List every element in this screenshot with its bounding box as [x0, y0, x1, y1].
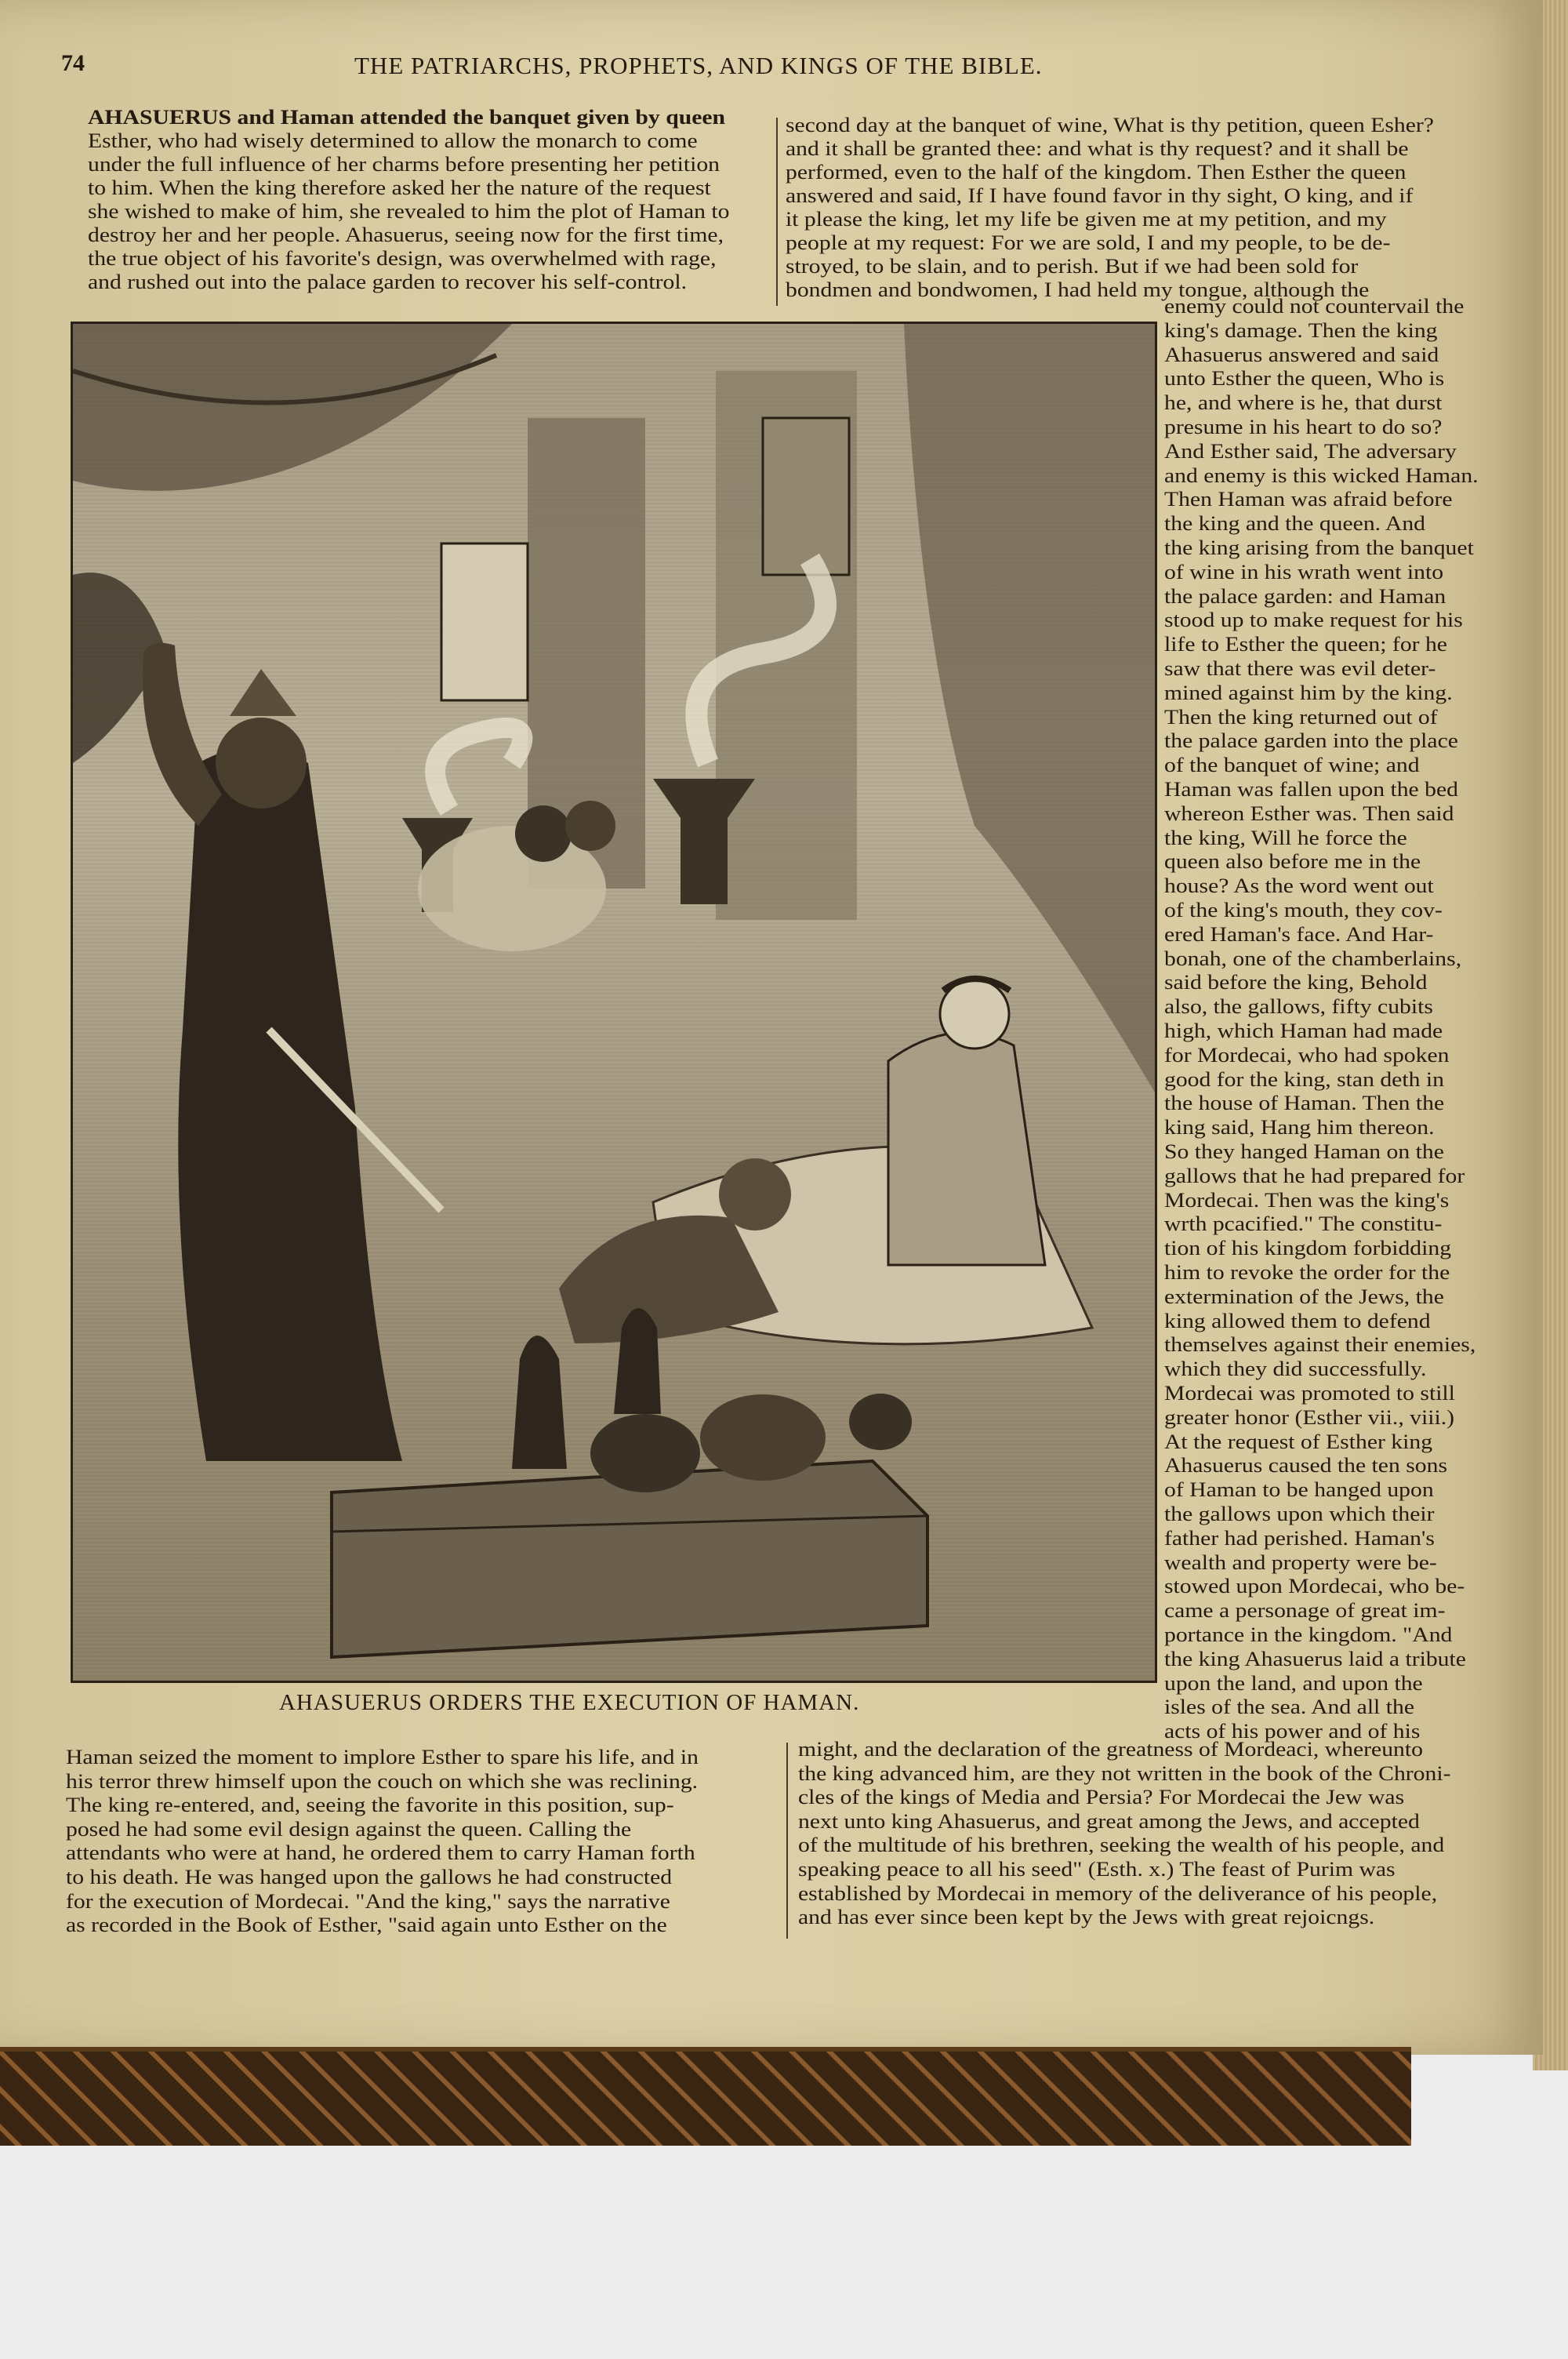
side-line: the king Ahasuerus laid a tribute — [1164, 1646, 1466, 1670]
side-line: the house of Haman. Then the — [1164, 1091, 1445, 1115]
side-line: the king arising from the banquet — [1164, 536, 1474, 559]
side-line: king's damage. Then the king — [1164, 318, 1438, 342]
bottom-left-line: as recorded in the Book of Esther, "said again unto Esther on the — [66, 1913, 667, 1937]
top-right-line: second day at the banquet of wine, What is thy petition, queen Esher? — [786, 113, 1434, 136]
side-line: Mordecai. Then was the king's — [1164, 1187, 1450, 1212]
side-line: Ahasuerus answered and said — [1164, 342, 1439, 366]
side-line: for Mordecai, who had spoken — [1164, 1042, 1450, 1067]
side-line: saw that there was evil deter- — [1164, 656, 1436, 680]
side-line: the palace garden: and Haman — [1164, 583, 1446, 608]
side-line: the king, Will he force the — [1164, 825, 1407, 849]
bottom-left-line: attendants who were at hand, he ordered them to carry Haman forth — [66, 1841, 695, 1865]
side-line: also, the gallows, fifty cubits — [1164, 994, 1433, 1019]
bottom-left-line: Haman seized the moment to implore Esther to spare his life, and in — [66, 1745, 699, 1768]
side-line: ered Haman's face. And Har- — [1164, 921, 1434, 946]
side-line: house? As the word went out — [1164, 874, 1434, 898]
top-left-line: and rushed out into the palace garden to recover his self-control. — [88, 270, 687, 293]
side-line: Then Haman was afraid before — [1164, 487, 1453, 511]
top-right-line: answered and said, If I have found favor in thy sight, O king, and if — [786, 184, 1414, 207]
top-left-line: to him. When the king therefore asked her the nature of the request — [88, 176, 711, 199]
bottom-right-line: the king advanced him, are they not written in the book of the Chroni- — [798, 1761, 1451, 1785]
side-line: Mordecai was promoted to still — [1164, 1381, 1455, 1405]
side-line: gallows that he had prepared for — [1164, 1163, 1465, 1187]
side-line: So they hanged Haman on the — [1164, 1140, 1444, 1163]
side-line: extermination of the Jews, the — [1164, 1284, 1444, 1308]
top-left-line: the true object of his favorite's design, was overwhelmed with rage, — [88, 246, 717, 270]
top-left-line: AHASUERUS and Haman attended the banquet given by queen — [88, 105, 726, 129]
engraving-scene — [73, 324, 1155, 1681]
side-line: he, and where is he, that durst — [1164, 391, 1443, 415]
top-left-line: destroy her and her people. Ahasuerus, seeing now for the first time, — [88, 223, 724, 246]
side-line: mined against him by the king. — [1164, 680, 1453, 704]
side-line: acts of his power and of his — [1164, 1719, 1421, 1743]
running-head: THE PATRIARCHS, PROPHETS, AND KINGS OF THE BIBLE. — [354, 52, 1043, 79]
side-line: life to Esther the queen; for he — [1164, 632, 1447, 656]
bottom-right-line: next unto king Ahasuerus, and great among the Jews, and accepted — [798, 1808, 1420, 1833]
column-divider-top — [776, 118, 778, 306]
top-right-line: bondmen and bondwomen, I had held my tongue, although the — [786, 278, 1370, 301]
side-line: of the king's mouth, they cov- — [1164, 898, 1443, 921]
side-line: whereon Esther was. Then said — [1164, 801, 1454, 825]
top-right-line: performed, even to the half of the kingdom. Then Esther the queen — [786, 160, 1406, 184]
side-line: queen also before me in the — [1164, 849, 1421, 874]
side-line: king allowed them to defend — [1164, 1308, 1431, 1332]
bottom-right-line: cles of the kings of Media and Persia? For Mordecai the Jew was — [798, 1785, 1405, 1809]
side-line: and enemy is this wicked Haman. — [1164, 463, 1479, 487]
side-line: father had perished. Haman's — [1164, 1525, 1435, 1550]
top-left-line: Esther, who had wisely determined to allow the monarch to come — [88, 129, 698, 152]
side-line: greater honor (Esther vii., viii.) — [1164, 1405, 1455, 1429]
side-line: of the banquet of wine; and — [1164, 753, 1420, 777]
top-right-line: and it shall be granted thee: and what is thy request? and it shall be — [786, 136, 1409, 160]
bottom-right-line: speaking peace to all his seed" (Esth. x.) The feast of Purim was — [798, 1857, 1396, 1881]
side-line: themselves against their enemies, — [1164, 1332, 1476, 1357]
side-line: enemy could not countervail the — [1164, 294, 1465, 318]
bottom-right-line: might, and the declaration of the greatness of Mordeaci, whereunto — [798, 1737, 1423, 1761]
side-line: portance in the kingdom. "And — [1164, 1623, 1453, 1646]
illustration-caption: AHASUERUS ORDERS THE EXECUTION OF HAMAN. — [279, 1690, 860, 1715]
side-line: presume in his heart to do so? — [1164, 415, 1443, 438]
side-line: came a personage of great im- — [1164, 1598, 1446, 1623]
side-line: upon the land, and upon the — [1164, 1670, 1423, 1695]
side-line: wealth and property were be- — [1164, 1550, 1437, 1574]
side-line: stood up to make request for his — [1164, 608, 1463, 632]
engraving-illustration — [71, 322, 1157, 1683]
side-line: of wine in his wrath went into — [1164, 559, 1444, 583]
bottom-left-line: for the execution of Mordecai. "And the king," says the narrative — [66, 1888, 670, 1913]
top-right-line: people at my request: For we are sold, I and my people, to be de- — [786, 231, 1391, 254]
side-line: stowed upon Mordecai, who be- — [1164, 1574, 1465, 1598]
top-right-line: stroyed, to be slain, and to perish. But if we had been sold for — [786, 254, 1359, 278]
column-divider-bottom — [786, 1743, 788, 1939]
bottom-right-line: and has ever since been kept by the Jews with great rejoicngs. — [798, 1905, 1375, 1929]
bottom-left-line: posed he had some evil design against the queen. Calling the — [66, 1816, 632, 1841]
top-right-line: it please the king, let my life be given me at my petition, and my — [786, 207, 1387, 231]
top-left-line: under the full influence of her charms before presenting her petition — [88, 152, 720, 176]
side-line: wrth pcacified." The constitu- — [1164, 1212, 1443, 1236]
page-number: 74 — [61, 50, 85, 76]
side-line: Then the king returned out of — [1164, 704, 1438, 729]
side-line: king said, Hang him thereon. — [1164, 1115, 1435, 1140]
side-line: the gallows upon which their — [1164, 1502, 1435, 1525]
side-line: unto Esther the queen, Who is — [1164, 366, 1445, 391]
bottom-left-line: The king re-entered, and, seeing the favorite in this position, sup- — [66, 1793, 674, 1817]
side-line: the king and the queen. And — [1164, 511, 1426, 536]
side-line: Ahasuerus caused the ten sons — [1164, 1453, 1448, 1478]
side-line: tion of his kingdom forbidding — [1164, 1236, 1452, 1260]
side-line: high, which Haman had made — [1164, 1019, 1443, 1042]
side-line: good for the king, stan deth in — [1164, 1067, 1444, 1091]
side-line: bonah, one of the chamberlains, — [1164, 946, 1462, 970]
side-line: the palace garden into the place — [1164, 729, 1458, 753]
side-line: said before the king, Behold — [1164, 970, 1428, 994]
side-line: of Haman to be hanged upon — [1164, 1478, 1434, 1502]
bottom-left-line: his terror threw himself upon the couch on which she was reclining. — [66, 1768, 699, 1793]
side-line: At the request of Esther king — [1164, 1429, 1433, 1453]
bottom-right-line: of the multitude of his brethren, seeking the wealth of his people, and — [798, 1833, 1445, 1857]
side-line: him to revoke the order for the — [1164, 1260, 1450, 1284]
side-line: Haman was fallen upon the bed — [1164, 777, 1459, 801]
bottom-right-line: established by Mordecai in memory of the deliverance of his people, — [798, 1881, 1438, 1905]
book-binding — [0, 2047, 1411, 2146]
top-left-line: she wished to make of him, she revealed to him the plot of Haman to — [88, 199, 730, 223]
side-line: And Esther said, The adversary — [1164, 438, 1457, 463]
side-line: isles of the sea. And all the — [1164, 1695, 1414, 1719]
bottom-left-line: to his death. He was hanged upon the gallows he had constructed — [66, 1865, 673, 1888]
side-line: which they did successfully. — [1164, 1357, 1427, 1381]
